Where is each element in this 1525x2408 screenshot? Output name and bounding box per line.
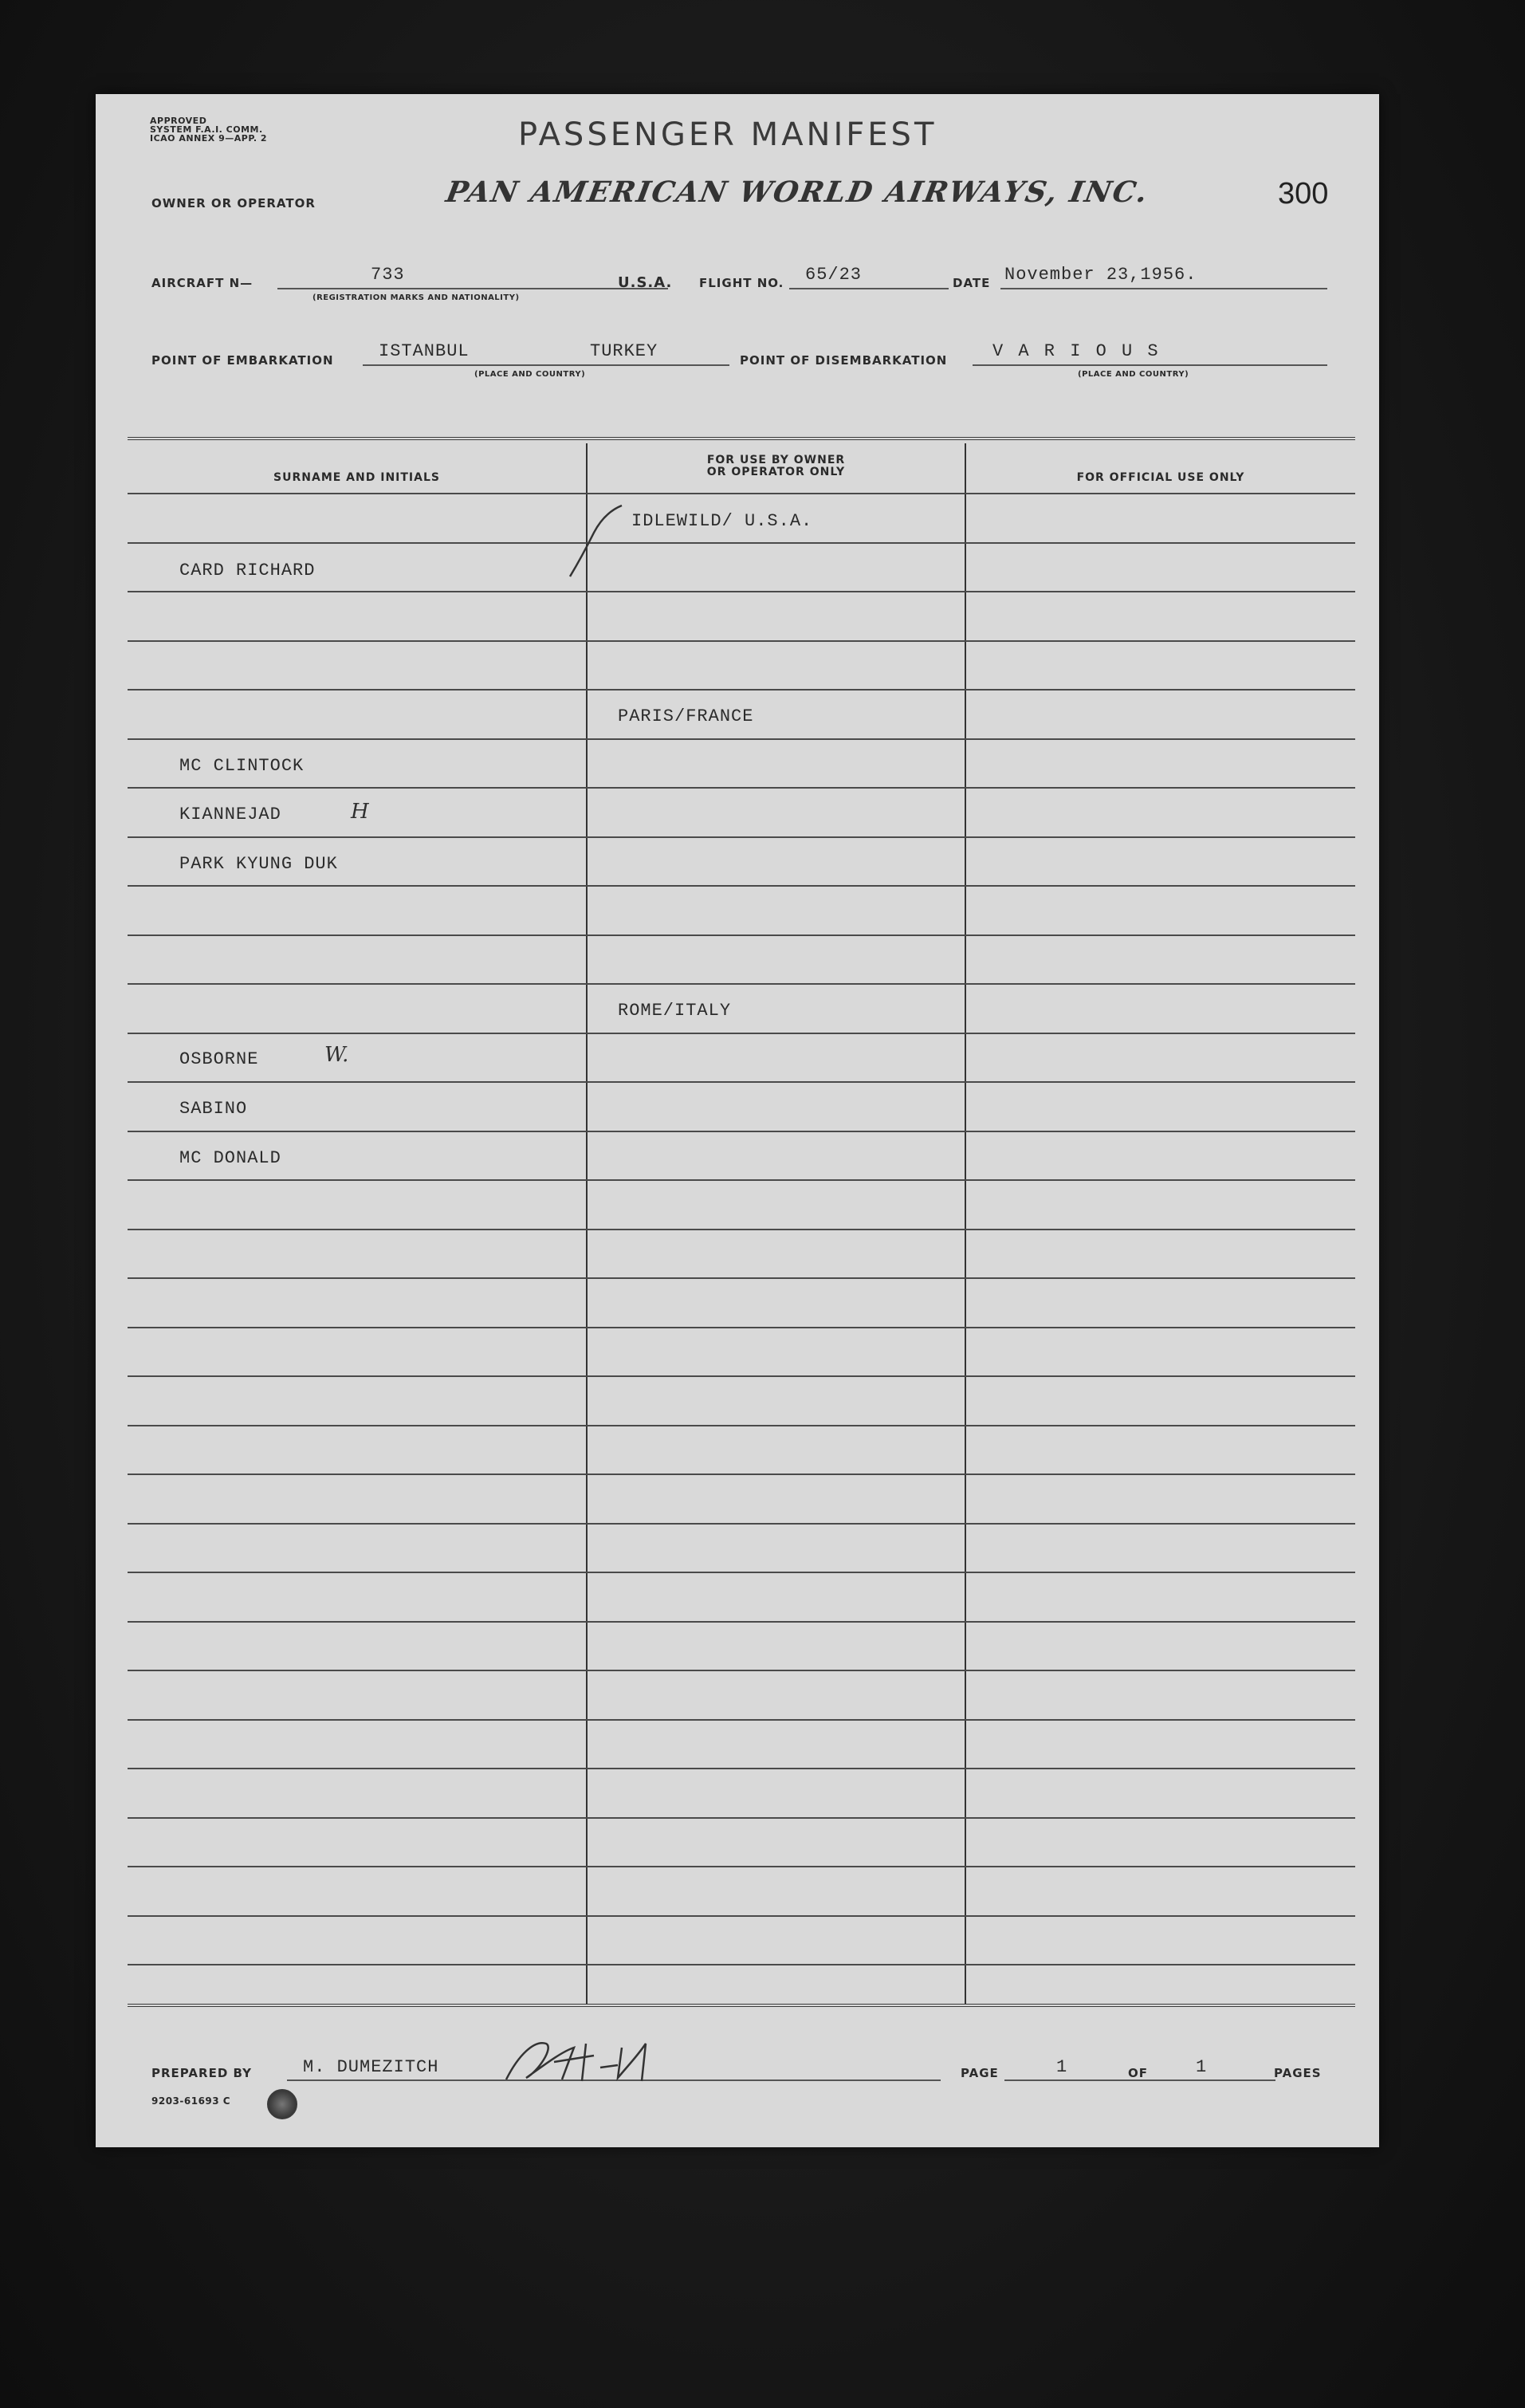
table-bottom-rule (128, 2004, 1355, 2007)
table-row-rule (128, 1229, 1355, 1230)
nationality: U.S.A. (618, 274, 673, 291)
disembarkation-label: POINT OF DISEMBARKATION (740, 353, 948, 368)
table-row-rule (128, 1327, 1355, 1328)
column-divider (586, 443, 588, 2004)
table-row-rule (128, 1523, 1355, 1525)
embarkation-country: TURKEY (590, 341, 658, 361)
table-row-rule (128, 1033, 1355, 1034)
table-row-rule (128, 1131, 1355, 1132)
table-row-rule (128, 1375, 1355, 1377)
flight-value: 65/23 (805, 265, 863, 285)
col-header-official: FOR OFFICIAL USE ONLY (1076, 471, 1245, 484)
manifest-sheet (96, 94, 1379, 2147)
table-row-rule (128, 640, 1355, 642)
table-row-rule (128, 689, 1355, 691)
registration-caption: (REGISTRATION MARKS AND NATIONALITY) (312, 293, 520, 302)
owner-label: OWNER OR OPERATOR (151, 196, 316, 211)
passenger-name: KIANNEJAD (179, 805, 281, 824)
table-row-rule (128, 1866, 1355, 1867)
col-header-operator-line: FOR USE BY OWNER (706, 454, 846, 466)
table-row-rule (128, 1915, 1355, 1917)
owner-value: PAN AMERICAN WORLD AIRWAYS, INC. (443, 175, 1152, 209)
of-label: OF (1128, 2066, 1148, 2080)
table-row-rule (128, 1768, 1355, 1769)
check-mark-icon (566, 501, 630, 588)
table-row-rule (128, 983, 1355, 985)
table-row-rule (128, 1277, 1355, 1279)
place-caption-2: (PLACE AND COUNTRY) (1078, 370, 1189, 379)
union-label-seal-icon (267, 2089, 297, 2119)
table-row-rule (128, 1425, 1355, 1426)
table-row-rule (128, 934, 1355, 936)
passenger-name: PARK KYUNG DUK (179, 854, 338, 874)
table-row-rule (128, 1474, 1355, 1475)
passenger-name: CARD RICHARD (179, 561, 316, 580)
page-title: PASSENGER MANIFEST (518, 116, 937, 153)
handwritten-annotation: H (351, 800, 369, 824)
table-row-rule (128, 1621, 1355, 1623)
prepared-label: PREPARED BY (151, 2066, 252, 2080)
passenger-name: SABINO (179, 1099, 248, 1119)
table-row-rule (128, 787, 1355, 789)
form-code: 9203-61693 C (151, 2095, 231, 2107)
approval-line: ICAO ANNEX 9—APP. 2 (150, 133, 268, 144)
date-value: November 23,1956. (1004, 265, 1197, 285)
pages-label: PAGES (1274, 2066, 1322, 2080)
table-row-rule (128, 542, 1355, 544)
date-label: DATE (953, 276, 991, 290)
table-row-rule (128, 1081, 1355, 1083)
destination-paris: PARIS/FRANCE (618, 706, 754, 726)
table-row-rule (128, 1179, 1355, 1181)
approval-line: SYSTEM F.A.I. COMM. (150, 124, 263, 135)
aircraft-value: 733 (371, 265, 405, 285)
passenger-name: OSBORNE (179, 1049, 259, 1069)
approval-block (150, 116, 267, 143)
column-divider (965, 443, 966, 2004)
table-row-rule (128, 1670, 1355, 1671)
destination-idlewild: IDLEWILD/ U.S.A. (631, 511, 813, 531)
signature (498, 2024, 674, 2095)
embarkation-place: ISTANBUL (379, 341, 470, 361)
page-number: 300 (1278, 177, 1329, 211)
col-header-operator (588, 454, 965, 478)
approval-line: APPROVED (150, 116, 207, 126)
col-header-operator-line: OR OPERATOR ONLY (706, 466, 846, 478)
table-row-rule (128, 1719, 1355, 1721)
page-label: PAGE (961, 2066, 999, 2080)
table-row-rule (128, 1817, 1355, 1819)
embarkation-label: POINT OF EMBARKATION (151, 353, 334, 368)
table-row-rule (128, 738, 1355, 740)
place-caption: (PLACE AND COUNTRY) (474, 370, 586, 379)
table-row-rule (128, 493, 1355, 494)
aircraft-label: AIRCRAFT N— (151, 276, 254, 290)
table-row-rule (128, 1964, 1355, 1965)
page-value: 1 (1056, 2057, 1068, 2077)
passenger-name: MC DONALD (179, 1148, 281, 1168)
of-value: 1 (1196, 2057, 1208, 2077)
col-header-surname: SURNAME AND INITIALS (273, 471, 440, 484)
passenger-name: MC CLINTOCK (179, 756, 305, 776)
table-row-rule (128, 885, 1355, 887)
table-row-rule (128, 591, 1355, 592)
table-row-rule (128, 836, 1355, 838)
disembarkation-value: V A R I O U S (992, 341, 1161, 361)
table-row-rule (128, 1572, 1355, 1573)
handwritten-annotation: W. (324, 1043, 349, 1067)
table-top-rule (128, 437, 1355, 440)
prepared-value: M. DUMEZITCH (303, 2057, 439, 2077)
flight-label: FLIGHT NO. (699, 276, 784, 290)
destination-rome: ROME/ITALY (618, 1001, 732, 1021)
